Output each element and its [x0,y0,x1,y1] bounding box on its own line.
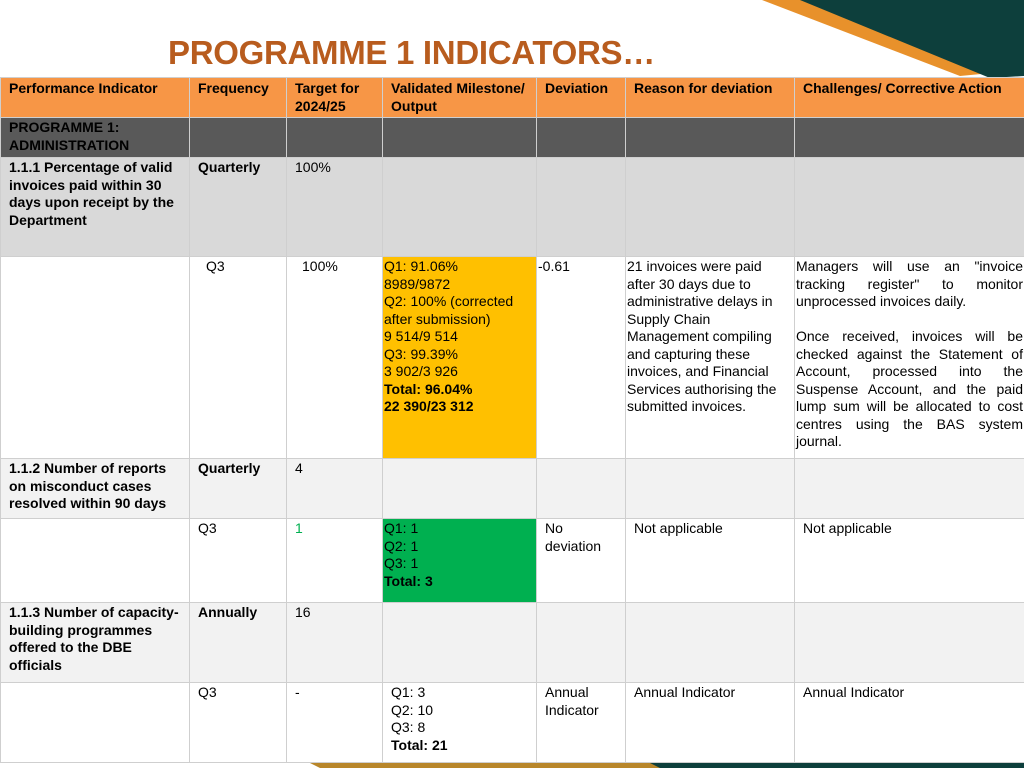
milestone-total: Total: 3 [384,572,433,589]
quarter-period: Q3 [190,257,287,459]
milestone-total: Total: 96.04% [384,380,473,397]
section-label: PROGRAMME 1: ADMINISTRATION [1,118,190,158]
quarter-target: - [287,683,383,763]
quarter-milestone: Q1: 3 Q2: 10 Q3: 8 Total: 21 [383,683,537,763]
quarter-deviation: No deviation [537,519,626,603]
quarter-target: 100% [287,257,383,459]
indicator-target: 100% [287,158,383,257]
quarter-challenges: Not applicable [795,519,1024,603]
indicator-frequency: Annually [190,603,287,683]
quarter-challenges: Annual Indicator [795,683,1024,763]
indicator-name: 1.1.3 Number of capacity-building programmes offered to the DBE officials [1,603,190,683]
corner-band-dark [800,0,1024,78]
quarter-period: Q3 [190,519,287,603]
indicator-target: 16 [287,603,383,683]
page-title: PROGRAMME 1 INDICATORS… [168,34,655,71]
header-row [1,78,1024,118]
quarter-deviation: Annual Indicator [537,683,626,763]
table-row [1,459,1024,519]
indicator-frequency: Quarterly [190,459,287,519]
header-milestone: Validated Milestone/ Output [383,78,537,118]
quarter-milestone: Q1: 91.06% 8989/9872 Q2: 100% (corrected after submission) 9 514/9 514 Q3: 99.39% 3 902/3 926 Total: 96.04% 22 390/23 312 [383,257,537,459]
indicators-table [0,77,1024,763]
quarter-deviation: -0.61 [537,257,626,459]
header-deviation: Deviation [537,78,626,118]
indicator-target: 4 [287,459,383,519]
header-performance-indicator: Performance Indicator [1,78,190,118]
milestone-total: Total: 21 [391,736,448,753]
indicator-name: 1.1.2 Number of reports on misconduct cases resolved within 90 days [1,459,190,519]
table-row [1,257,1024,459]
quarter-reason: Annual Indicator [626,683,795,763]
table-row [1,519,1024,603]
indicator-name: 1.1.1 Percentage of valid invoices paid within 30 days upon receipt by the Department [1,158,190,257]
header-challenges: Challenges/ Corrective Action [795,78,1024,118]
table-row [1,603,1024,683]
quarter-target: 1 [287,519,383,603]
header-frequency: Frequency [190,78,287,118]
quarter-challenges: Managers will use an "invoice tracking register" to monitor unprocessed invoices daily. Once received, invoices will be checked against the Statement of Account, processed into the Suspense Account, and the paid lump sum will be allocated to cost centres using the BAS system journal. [795,257,1024,459]
table-row [1,158,1024,257]
table-row [1,683,1024,763]
header-target: Target for 2024/25 [287,78,383,118]
indicator-frequency: Quarterly [190,158,287,257]
quarter-reason: Not applicable [626,519,795,603]
quarter-reason: 21 invoices were paid after 30 days due to administrative delays in Supply Chain Management compiling and capturing these invoices, and Financial Services authorising the submitted invoices. [626,257,795,459]
quarter-period: Q3 [190,683,287,763]
section-row [1,118,1024,158]
header-reason: Reason for deviation [626,78,795,118]
quarter-milestone: Q1: 1 Q2: 1 Q3: 1 Total: 3 [383,519,537,603]
